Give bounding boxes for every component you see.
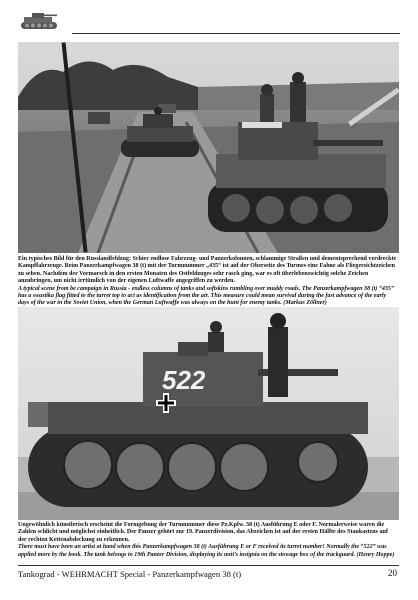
- footer-rule: [18, 565, 399, 566]
- header-rule: [72, 33, 400, 34]
- panzer-column-russia-photo: [18, 42, 399, 253]
- caption-block: [18, 256, 398, 308]
- footer-title: Tankograd - WEHRMACHT Special - Panzerkampfwagen 38 (t): [18, 569, 242, 579]
- page-number: 20: [388, 568, 397, 578]
- caption-block: [18, 522, 398, 559]
- caption-german: Ungewöhnlich künstlerisch erscheint die Formgebung der Turmnummer diese Pz.Kpfw. 38 (t) Ausführung E oder F. Normalerweise waren die Zahlen schlicht und möglichst einheitlich. Der Panzer gehört zur 19. Panzerdivision, das Abzeichen ist auf der ersten Hälfte des Staukastens auf der rechten Kettenabdeckung zu erkennen.: [18, 522, 388, 543]
- tank-silhouette-logo: [18, 10, 60, 32]
- turret-number-label: 522: [162, 365, 206, 395]
- caption-german: Ein typisches Bild für den Russlandfeldzug: Schier endlose Fahrzeug- und Panzerkolonnen, schlammige Straßen und dementsprechend verdreckte Kampffahrzeuge. Beim Panzerkampfwagen 38 (t) mit der Turmnummer „435“ ist auf der Oberseite des Turmes eine Fahne als Fliegersichtzeichen zu sehen. Nachdem der Vormarsch in den ersten Monaten des Ostfeldzuges sehr rasch ging, war es oft überlebenswichtig solche Zeichen anzubringen, um nicht irrtümlich von der eigenen Luftwaffe angegriffen zu werden.: [18, 256, 397, 285]
- caption-english: There must have been an artist at hand when this Panzerkampfwagen 38 (t) Ausführung E or F received its turret number! Normally the “522” was applied more by the book. The tank belongs to 19th Panzer Division, displaying its unit’s insignia on the stowage box of the trackguard. (Henry Hoppe): [18, 544, 395, 558]
- caption-english: A typical scene from be campaign in Russia - endless columns of tanks and softskins rumbling over muddy roads. The Panzerkampfwagen 38 (t) “435” has a swastika flag fitted to the turret top to act as identification from the air. This measure could mean survival during the fast advance of the early days of the war in the Soviet Union, when the German Luftwaffe was always on the hunt for enemy tanks. (Markus Zöllner): [18, 285, 394, 307]
- panzer-38t-ausf-e-photo: [18, 307, 399, 520]
